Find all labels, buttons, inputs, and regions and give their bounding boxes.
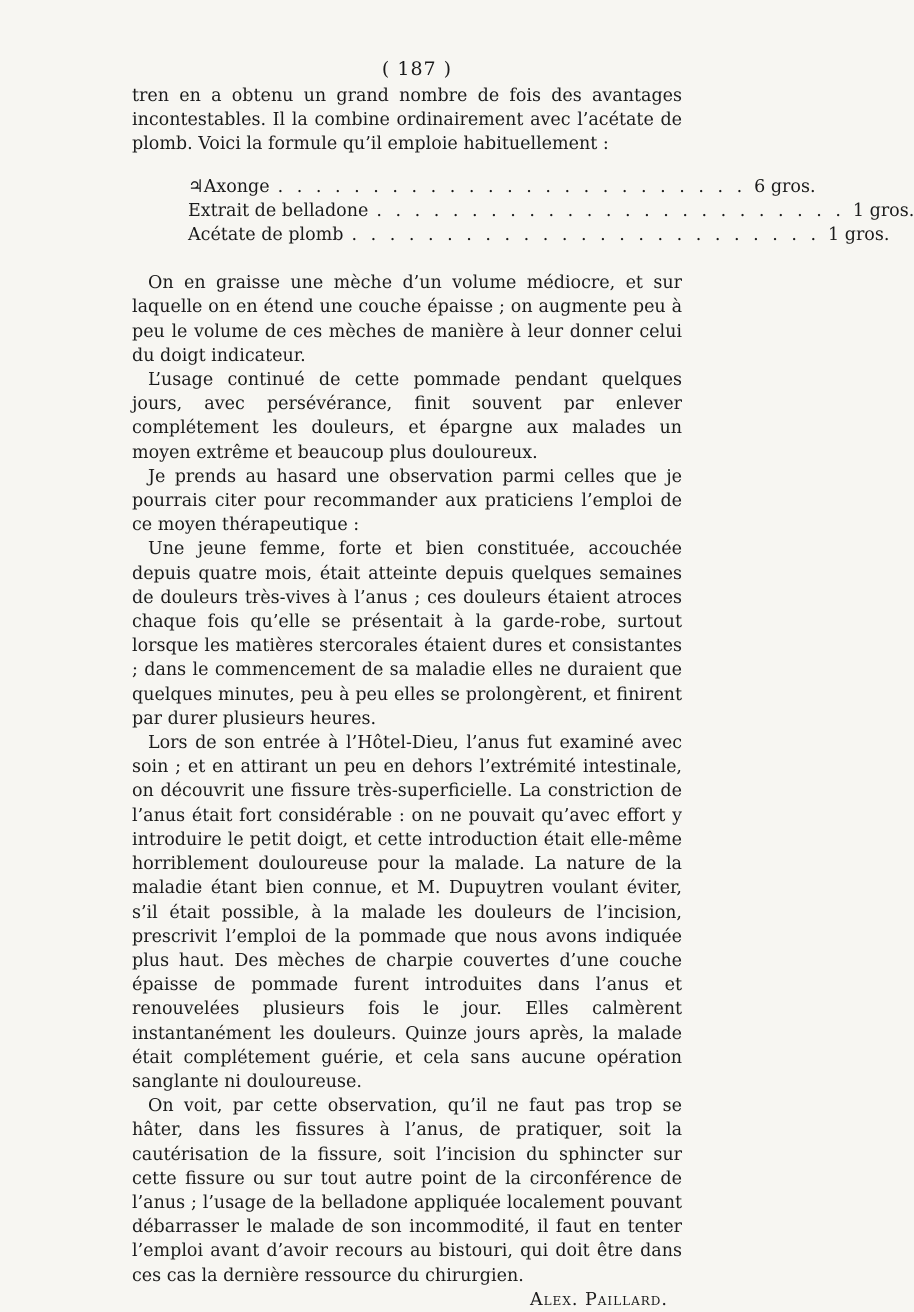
body-text [132,84,914,1310]
ingredient-quantity: 1 gros. [828,225,890,246]
ingredient-quantity: 1 gros. [852,200,914,221]
paragraph: Je prends au hasard une observation parmi celles que je pourrais citer pour recommander aux praticiens l’emploi de ce moyen thérapeutique : [132,466,682,536]
dot-leader: . . . . . . . . . . . . . . . . . . . . . . . . . [351,225,821,246]
formula-row [188,223,890,247]
formula-row [188,175,816,199]
dot-leader: . . . . . . . . . . . . . . . . . . . . . . . . . [376,200,845,221]
paragraph-intro: tren en a obtenu un grand nombre de fois des avantages incontestables. Il la combine ordinairement avec l’acétate de plomb. Voici la formule qu’il emploie habituellement : [132,86,682,155]
ingredient-name: Extrait de belladone [188,200,369,221]
paragraph-final [132,1094,682,1310]
formula-block [188,175,914,248]
paragraph-final-text: On voit, par cette observation, qu’il ne faut pas trop se hâter, dans les fissures à l’anus, de pratiquer, soit la cautérisation de la fissure, soit l’incision du sphincter sur cette fissure ou sur tout autre point de la circonférence de l’anus ; l’usage de la belladone appliquée localement pouvant débarrasser le malade de son incommodité, il faut en tenter l’emploi avant d’avoir recours au bistouri, qui doit être dans ces cas la dernière ressource du chirurgien. [132,1096,682,1286]
paragraph: On en graisse une mèche d’un volume médiocre, et sur laquelle on en étend une couche épaisse ; on augmente peu à peu le volume de ces mèches de manière à leur donner celui du doigt indicateur. [132,273,682,366]
dot-leader: . . . . . . . . . . . . . . . . . . . . . . . . . [277,176,747,197]
recipe-symbol: ♃ [188,176,204,197]
paragraph: L’usage continué de cette pommade pendant quelques jours, avec persévérance, finit souvent par enlever complétement les douleurs, et épargne aux malades un moyen extrême et beaucoup plus douloureux. [132,370,682,463]
ingredient-quantity: 6 gros. [754,176,816,197]
paragraph: Lors de son entrée à l’Hôtel-Dieu, l’anus fut examiné avec soin ; et en attirant un peu en dehors l’extrémité intestinale, on découvrit une fissure très-superficielle. La constriction de l’anus était fort considérable : on ne pouvait qu’avec effort y introduire le petit doigt, et cette introduction était elle-même horriblement douloureuse pour la malade. La nature de la maladie étant bien connue, et M. Dupuytren voulant éviter, s’il était possible, à la malade les douleurs de l’incision, prescrivit l’emploi de la pommade que nous avons indiquée plus haut. Des mèches de charpie couvertes d’une couche épaisse de pommade furent introduites dans l’anus et renouvelées plusieurs fois le jour. Elles calmèrent instantanément les douleurs. Quinze jours après, la malade était complétement guérie, et cela sans aucune opération sanglante ni douloureuse. [132,733,682,1092]
page-number: ( 187 ) [381,58,453,80]
formula-row [188,199,914,223]
author-signature: Alex. Paillard. [529,1289,668,1310]
ingredient-name: Acétate de plomb [188,225,344,246]
ingredient-name: Axonge [203,176,270,197]
paragraph: Une jeune femme, forte et bien constituée, accouchée depuis quatre mois, était atteinte depuis quelques semaines de douleurs très-vives à l’anus ; ces douleurs étaient atroces chaque fois qu’elle se présentait à la garde-robe, surtout lorsque les matières stercorales étaient dures et consistantes ; dans le commencement de sa maladie elles ne duraient que quelques minutes, peu à peu elles se prolongèrent, et finirent par durer plusieurs heures. [132,539,682,729]
